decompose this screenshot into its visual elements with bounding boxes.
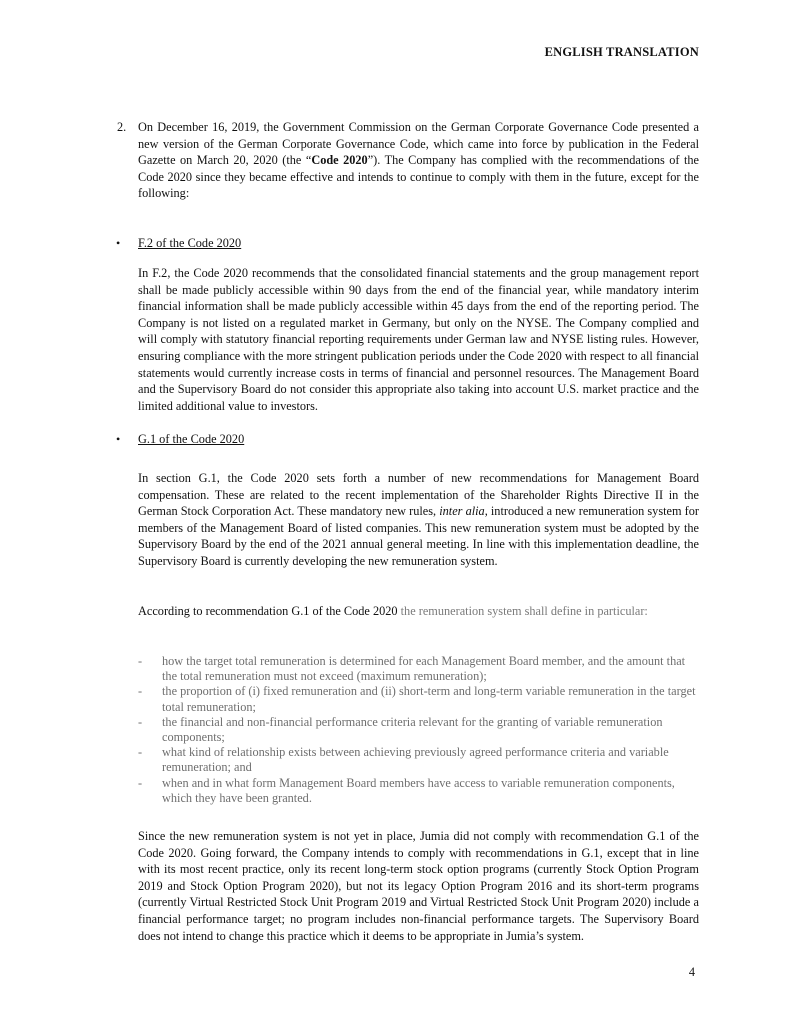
dash-marker: - — [138, 714, 143, 729]
bullet-g1: • — [116, 432, 121, 446]
list-item — [138, 654, 699, 684]
section-number: 2. — [117, 120, 127, 134]
list-item-text: what kind of relationship exists between achieving previously agreed performance criteria and variable remuneration; and — [162, 745, 669, 775]
f2-paragraph: In F.2, the Code 2020 recommends that the consolidated financial statements and the group management report shall be made publicly accessible within 90 days from the end of the financial year, while mandatory interim financial information shall be made publicly accessible within 45 days from the end of the reporting period. The Company is not listed on a regulated market in Germany, but only on the NYSE. The Company complied and will comply with statutory financial reporting requirements under German law and NYSE listing rules. However, ensuring compliance with the more stringent publication periods under the Code 2020 with respect to all financial statements would currently increase costs in terms of financial and personnel resources. The Management Board and the Supervisory Board do not consider this appropriate also taking into account U.S. market practice and the limited additional value to investors. — [138, 266, 699, 413]
heading-g1: G.1 of the Code 2020 — [138, 432, 245, 446]
g1-intro-dark: According to recommendation G.1 of the Code 2020 — [138, 604, 401, 618]
section-2-text-end: ”). The Company has complied with the recommendations of the Code 2020 since they became effective and intends to continue to comply with them in the future, except for the following: — [138, 153, 699, 201]
g1-criteria-list — [138, 654, 699, 806]
list-item-text: the proportion of (i) fixed remuneration and (ii) short-term and long-term variable remuneration in the target total remuneration; — [162, 684, 696, 714]
page-number: 4 — [688, 965, 695, 979]
g1-text-end: , introduced a new remuneration system for members of the Management Board of listed companies. This new remuneration system must be adopted by the Supervisory Board by the end of the 2021 annual general meeting. In line with this implementation deadline, the Supervisory Board is currently developing the new remuneration system. — [138, 504, 699, 568]
g1-latin-phrase: inter alia — [439, 504, 485, 519]
g1-paragraph — [138, 470, 699, 570]
heading-f2: F.2 of the Code 2020 — [138, 236, 242, 250]
bullet-f2: • — [116, 236, 121, 250]
list-item-text: the financial and non-financial performance criteria relevant for the granting of variable remuneration components; — [162, 714, 663, 745]
g1-conclusion: Since the new remuneration system is not yet in place, Jumia did not comply with recommendation G.1 of the Code 2020. Going forward, the Company intends to comply with recommendations in G.1, except that in line with its most recent practice, only its recent long-term stock option programs (currently Stock Option Program 2019 and Stock Option Program 2020), but not its legacy Option Program 2016 and its short-term programs (currently Virtual Restricted Stock Unit Program 2019 and Virtual Restricted Stock Unit Program 2020) include a financial performance target; no program includes non-financial performance targets. The Supervisory Board does not intend to change this practice which it deems to be appropriate in Jumia’s system. — [138, 829, 699, 943]
list-item-text: how the target total remuneration is determined for each Management Board member, and the amount that the total remuneration must not exceed (maximum remuneration); — [162, 654, 686, 684]
defined-term-code-2020: Code 2020 — [311, 153, 368, 168]
list-item — [138, 745, 699, 775]
g1-intro-gray: the remuneration system shall define in particular: — [400, 604, 648, 618]
dash-marker: - — [138, 745, 143, 760]
list-item — [138, 715, 699, 745]
dash-marker: - — [138, 654, 143, 668]
dash-marker: - — [138, 775, 143, 790]
g1-text-start: In section G.1, the Code 2020 sets forth a number of new recommendations for Management Board compensation. These are related to the recent implementation of the Shareholder Rights Directive II in the German Stock Corporation Act. These mandatory new rules, — [138, 471, 699, 519]
list-item-text: when and in what form Management Board members have access to variable remuneration components, which they have been granted. — [162, 775, 675, 805]
section-2-paragraph — [138, 119, 699, 202]
translation-header: ENGLISH TRANSLATION — [544, 45, 699, 59]
section-2-text-start: On December 16, 2019, the Government Commission on the German Corporate Governance Code presented a new version of the German Corporate Governance Code, which came into force by publication in the Federal Gazette on March 20, 2020 (the “ — [138, 120, 699, 168]
dash-marker: - — [138, 684, 143, 699]
g1-intro — [138, 603, 699, 620]
list-item — [138, 684, 699, 714]
list-item — [138, 776, 699, 806]
